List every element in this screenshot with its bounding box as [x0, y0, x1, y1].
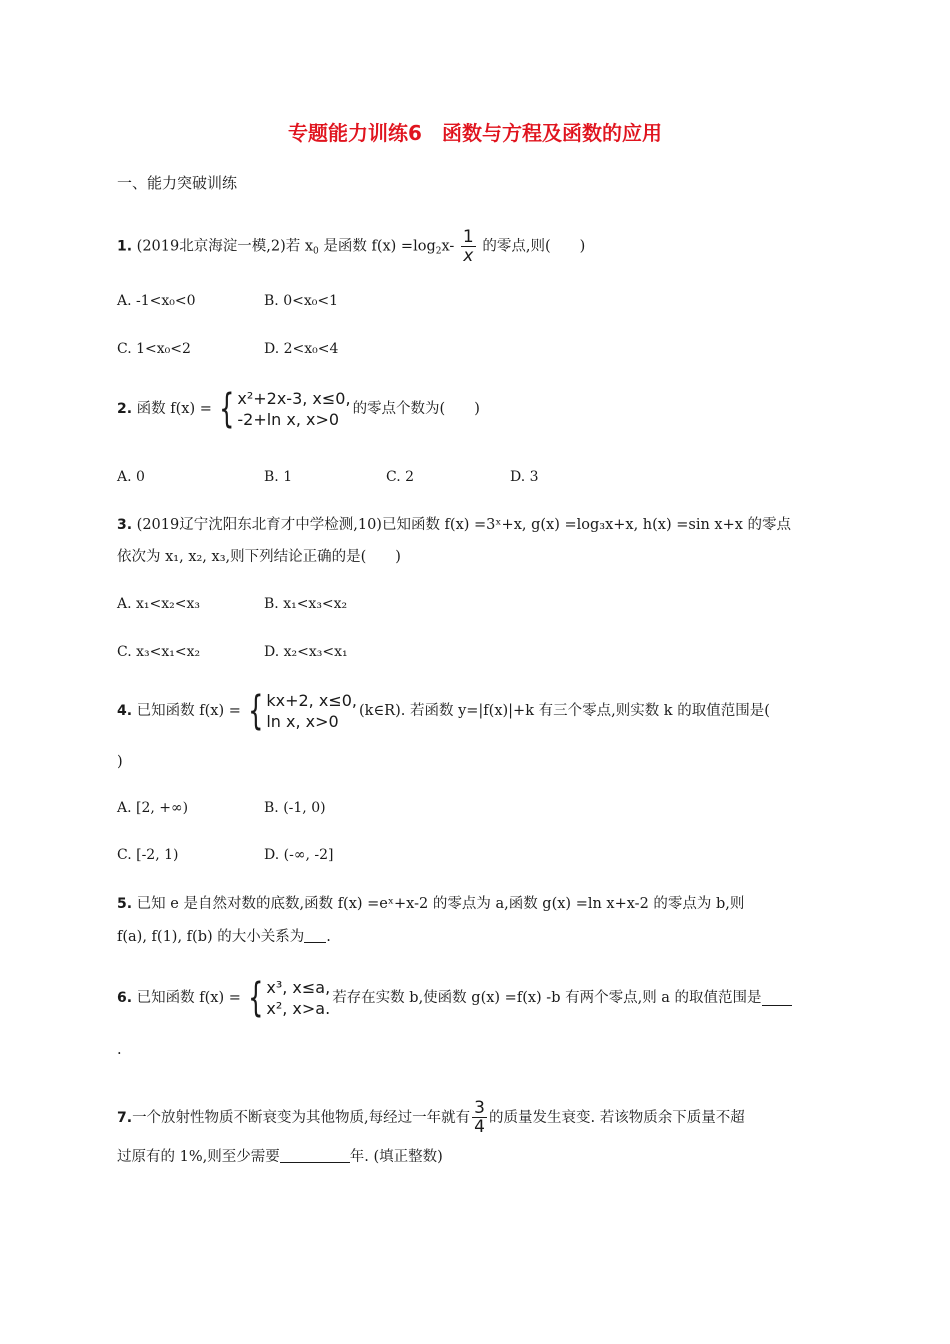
- q2-text-post: 的零点个数为( ): [352, 401, 480, 417]
- q3-text-line-1: (2019辽宁沈阳东北育才中学检测,10)已知函数 f(x) =3ˣ+x, g(x) =log₃x+x, h(x) =sin x+x 的零点: [136, 517, 792, 533]
- question-7: [117, 1099, 745, 1136]
- q2-option-a: A. 0: [117, 469, 145, 485]
- question-number: 6.: [117, 990, 133, 1006]
- q5-text-line-2: [117, 927, 331, 947]
- q1-option-d: D. 2<x₀<4: [264, 341, 339, 357]
- q1-log-base: 2: [435, 246, 442, 257]
- left-brace: {: [247, 975, 264, 1021]
- fraction-numerator: 3: [474, 1098, 485, 1118]
- q4-case-1: kx+2, x≤0,: [266, 691, 357, 710]
- q4-case-2: ln x, x>0: [266, 712, 339, 731]
- section-heading: 一、能力突破训练: [117, 174, 238, 192]
- q1-option-c: C. 1<x₀<2: [117, 341, 191, 357]
- q3-option-c: C. x₃<x₁<x₂: [117, 644, 201, 660]
- question-number: 1.: [117, 238, 133, 255]
- fraction-numerator: 1: [462, 227, 474, 247]
- q5-end: .: [326, 929, 331, 945]
- q1-option-a: A. -1<x₀<0: [117, 293, 196, 309]
- answer-blank[interactable]: [304, 927, 326, 943]
- q3-option-a: A. x₁<x₂<x₃: [117, 596, 200, 612]
- q5-text-line-1: 已知 e 是自然对数的底数,函数 f(x) =eˣ+x-2 的零点为 a,函数 g(x) =ln x+x-2 的零点为 b,则: [136, 896, 745, 912]
- q7-text-pre: 一个放射性物质不断衰变为其他物质,每经过一年就有: [132, 1109, 471, 1126]
- q4-text-pre: 已知函数 f(x) =: [136, 703, 241, 719]
- q1-subscript: 0: [313, 246, 319, 257]
- question-5: [117, 894, 744, 914]
- q6-text-pre: 已知函数 f(x) =: [136, 990, 241, 1006]
- q7-fraction: [472, 1099, 487, 1136]
- left-brace: {: [218, 386, 235, 432]
- q6-case-1: x³, x≤a,: [266, 978, 331, 997]
- q1-x: x-: [441, 238, 455, 255]
- q2-case-2: -2+ln x, x>0: [237, 410, 340, 429]
- q3-text-line-2: 依次为 x₁, x₂, x₃,则下列结论正确的是( ): [117, 549, 401, 565]
- answer-blank[interactable]: [280, 1147, 350, 1163]
- question-6: [117, 977, 792, 1019]
- fraction-denominator: 4: [474, 1117, 485, 1137]
- answer-blank[interactable]: [762, 990, 792, 1006]
- q1-text-pre: (2019北京海淀一模,2)若 x: [136, 238, 314, 255]
- q4-piecewise: [243, 690, 357, 732]
- q1-option-b: B. 0<x₀<1: [264, 293, 338, 309]
- q6-piecewise: [243, 977, 330, 1019]
- q2-case-1: x²+2x-3, x≤0,: [237, 389, 351, 408]
- fraction-denominator: x: [463, 246, 474, 266]
- q6-text-line-2: .: [117, 1042, 122, 1058]
- question-number: 3.: [117, 517, 133, 533]
- q4-text-line-2: ): [117, 754, 123, 770]
- q4-text-post: (k∈R). 若函数 y=|f(x)|+k 有三个零点,则实数 k 的取值范围是(: [359, 703, 770, 719]
- q7-text-line-2: [117, 1147, 443, 1167]
- q7-text-post: 的质量发生衰变. 若该物质余下质量不超: [489, 1109, 745, 1126]
- q4-option-d: D. (-∞, -2]: [264, 847, 334, 863]
- q2-option-c: C. 2: [386, 469, 415, 485]
- q7-text-b: 年. (填正整数): [349, 1149, 443, 1165]
- question-number: 2.: [117, 401, 133, 417]
- q7-text-a: 过原有的 1%,则至少需要: [117, 1149, 280, 1165]
- q2-piecewise: [214, 388, 351, 430]
- question-1: [117, 228, 585, 265]
- q4-option-b: B. (-1, 0): [264, 800, 326, 816]
- question-2: [117, 388, 480, 430]
- page-title: 专题能力训练6 函数与方程及函数的应用: [288, 121, 662, 145]
- question-number: 7.: [117, 1109, 133, 1126]
- question-4: [117, 690, 770, 732]
- left-brace: {: [247, 688, 264, 734]
- q1-fraction: [461, 228, 476, 265]
- q4-option-c: C. [-2, 1): [117, 847, 179, 863]
- q2-option-b: B. 1: [264, 469, 293, 485]
- q1-text-mid: 是函数 f(x) =log: [323, 238, 436, 255]
- q1-text-post: 的零点,则( ): [482, 238, 586, 255]
- question-number: 4.: [117, 703, 133, 719]
- q3-option-b: B. x₁<x₃<x₂: [264, 596, 348, 612]
- q6-case-2: x², x>a.: [266, 999, 331, 1018]
- question-3: [117, 515, 791, 535]
- q2-text-pre: 函数 f(x) =: [136, 401, 212, 417]
- q3-option-d: D. x₂<x₃<x₁: [264, 644, 348, 660]
- question-number: 5.: [117, 896, 133, 912]
- q4-option-a: A. [2, +∞): [117, 800, 189, 816]
- q5-text: f(a), f(1), f(b) 的大小关系为: [117, 929, 305, 945]
- q6-text-post: 若存在实数 b,使函数 g(x) =f(x) -b 有两个零点,则 a 的取值范围是: [332, 990, 762, 1006]
- q2-option-d: D. 3: [510, 469, 539, 485]
